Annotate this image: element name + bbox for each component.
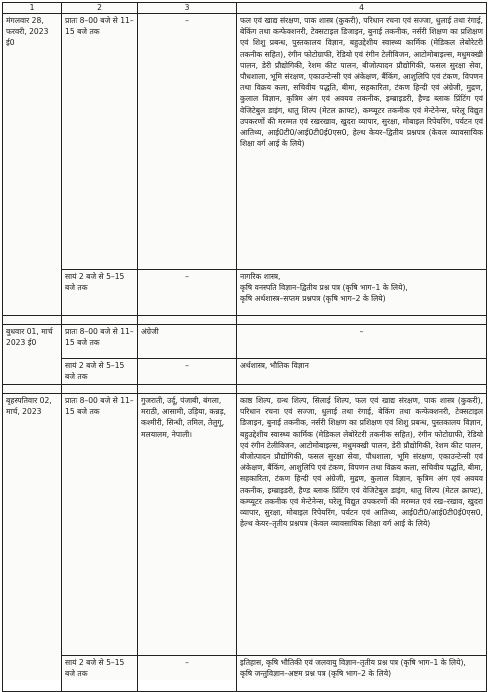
separator-row bbox=[3, 316, 487, 325]
exam-schedule-table bbox=[2, 2, 487, 692]
column-number-1: 1 bbox=[3, 3, 62, 14]
table-row bbox=[3, 14, 487, 270]
subject-list-cell: अर्थशास्त्र, भौतिक विज्ञान bbox=[237, 359, 487, 385]
table-row bbox=[3, 656, 487, 692]
session-time-cell: प्रातः 8–00 बजे से 11–15 बजे तक bbox=[62, 394, 138, 656]
session-time-cell: प्रातः 8–00 बजे से 11–15 बजे तक bbox=[62, 325, 138, 359]
session-time-cell: प्रातः 8–00 बजे से 11–15 बजे तक bbox=[62, 14, 138, 270]
table-row bbox=[3, 325, 487, 359]
exam-schedule-page bbox=[2, 2, 486, 680]
language-subject-cell: अंग्रेजी bbox=[138, 325, 237, 359]
language-subject-cell: – bbox=[138, 270, 237, 316]
subject-list-cell bbox=[237, 656, 487, 692]
day-date-cell: मंगलवार 28, फरवरी, 2023 ई0 bbox=[3, 14, 62, 316]
session-time-cell: सायं 2 बजे से 5–15 बजे तक bbox=[62, 270, 138, 316]
table-row bbox=[3, 394, 487, 656]
session-time-cell: सायं 2 बजे से 5–15 बजे तक bbox=[62, 656, 138, 692]
subject-line: कृषि वनस्पति विज्ञान–द्वितीय प्रश्न पत्र (कृषि भाग–1 के लिये), bbox=[240, 283, 408, 293]
language-subject-cell: – bbox=[138, 14, 237, 270]
subject-line: इतिहास, कृषि भौतिकी एवं जलवायु विज्ञान–तृतीय प्रश्न पत्र (कृषि भाग–1 के लिये), bbox=[240, 658, 466, 667]
language-subject-cell: – bbox=[138, 656, 237, 692]
table-row bbox=[3, 270, 487, 316]
table-row bbox=[3, 359, 487, 385]
subject-list-cell: फल एवं खाद्य संरक्षण, पाक शास्त्र (कुकरी), परिधान रचना एवं सज्जा, धुलाई तथा रंगाई, बेकिंग तथा कन्फेक्शनरी, टेक्सटाइल डिजाइन, बुनाई तकनीक, नर्सरी शिक्षण का प्रशिक्षण एवं शिशु प्रबन्ध, पुस्तकालय विज्ञान, बहुउद्देशीय स्वास्थ्य कार्मिक (मेडिकल लेबोरेटरी तकनीक सहित), रंगीन फोटोग्राफी, रेडियो एवं रंगीन टेलीविजन, आटोमोबाइल्स, मधुमक्खी पालन, डेरी प्रौद्योगिकी, रेशम कीट पालन, बीजोत्पादन प्रौद्योगिकी, फसल सुरक्षा सेवा, पौधशाला, भूमि संरक्षण, एकाउन्टेन्सी एवं अंकेक्षण, बैंकिंग, आशुलिपि एवं टंकण, विपणन तथा विक्रय कला, सचिवीय पद्धति, बीमा, सहकारिता, टंकण हिन्दी एवं अंग्रेजी, मुद्रण, कुलाल विज्ञान, कृत्रिम अंग एवं अवयव तकनीक, इम्ब्राइडरी, हैण्ड ब्लाक प्रिंटिंग एवं वेजिटेबुल डाइंग, धातु शिल्प (मेटल क्राफ्ट), कम्प्यूटर तकनीक एवं मेन्टेनेन्स, घरेलू विद्युत उपकरणों की मरम्मत एवं रखरखाव, खुदरा व्यापार, सुरक्षा, मोबाइल रिपेयरिंग, पर्यटन एवं आतिथ्य, आई0टी0/आई0टी0ई0एस0, हेल्थ केयर–द्वितीय प्रश्नपत्र (केवल व्यावसायिक शिक्षा वर्ग आई के लिये) bbox=[237, 14, 487, 270]
day-date-cell: बृहस्पतिवार 02, मार्च, 2023 bbox=[3, 394, 62, 692]
subject-list-cell bbox=[237, 270, 487, 316]
language-subject-cell: गुजराती, उर्दू, पंजाबी, बंगला, मराठी, आसामी, उड़िया, कन्नड़, कश्मीरी, सिन्धी, तमिल, तेलुगू, मलयालम, नेपाली। bbox=[138, 394, 237, 656]
header-row bbox=[3, 3, 487, 14]
separator-row bbox=[3, 385, 487, 394]
subject-line: कृषि अर्थशास्त्र–सप्तम प्रश्नपत्र (कृषि भाग–2 के लिये) bbox=[240, 294, 386, 304]
subject-line: नागरिक शास्त्र, bbox=[240, 272, 281, 281]
column-number-3: 3 bbox=[138, 3, 237, 14]
subject-line: कृषि जन्तुविज्ञान–अष्टम प्रश्न पत्र (कृषि भाग–2 के लिये) bbox=[240, 669, 392, 679]
subject-list-cell: – bbox=[237, 325, 487, 359]
language-subject-cell: – bbox=[138, 359, 237, 385]
day-date-cell: बुधवार 01, मार्च 2023 ई0 bbox=[3, 325, 62, 385]
subject-list-cell: काष्ठ शिल्प, ग्रन्थ शिल्प, सिलाई शिल्प, फल एवं खाद्य संरक्षण, पाक शास्त्र (कुकरी), परिधान रचना एवं सज्जा, धुलाई तथा रंगाई, बेकिंग तथा कन्फेक्शनरी, टेक्सटाइल डिजाइन, बुनाई तकनीक, नर्सरी शिक्षण का प्रशिक्षण एवं शिशु प्रबन्ध, पुस्तकालय विज्ञान, बहुउद्देशीय स्वास्थ्य कार्मिक (मेडिकल लेबोरेटरी तकनीक सहित), रंगीन फोटोग्राफी, रेडियो एवं रंगीन टेलीविजन, आटोमोबाइल्स, मधुमक्खी पालन, डेरी प्रौद्योगिकी, रेशम कीट पालन, बीजोत्पादन प्रौद्योगिकी, फसल सुरक्षा सेवा, पौधशाला, भूमि संरक्षण, एकाउन्टेन्सी एवं अंकेक्षण, बैंकिंग, आशुलिपि एवं टंकण, विपणन तथा विक्रय कला, सचिवीय पद्धति, बीमा, सहकारिता, टंकण हिन्दी एवं अंग्रेजी, मुद्रण, कुलाल विज्ञान, कृत्रिम अंग एवं अवयव तकनीक, इम्ब्राइडरी, हैण्ड ब्लाक प्रिंटिंग एवं वेजिटेबुल डाइंग, धातु शिल्प (मेटल क्राफ्ट), कम्प्यूटर तकनीक एवं मेन्टेनेन्स, घरेलू विद्युत उपकरणों की मरम्मत एवं रख–रखाव, खुदरा व्यापार, सुरक्षा, मोबाइल रिपेयरिंग, पर्यटन एवं आतिथ्य, आई0टी0/आई0टी0ई0एस0, हेल्थ केयर–तृतीय प्रश्नपत्र (केवल व्यावसायिक शिक्षा वर्ग आई के लिये) bbox=[237, 394, 487, 656]
column-number-4: 4 bbox=[237, 3, 487, 14]
column-number-2: 2 bbox=[62, 3, 138, 14]
session-time-cell: सायं 2 बजे से 5–15 बजे तक bbox=[62, 359, 138, 385]
